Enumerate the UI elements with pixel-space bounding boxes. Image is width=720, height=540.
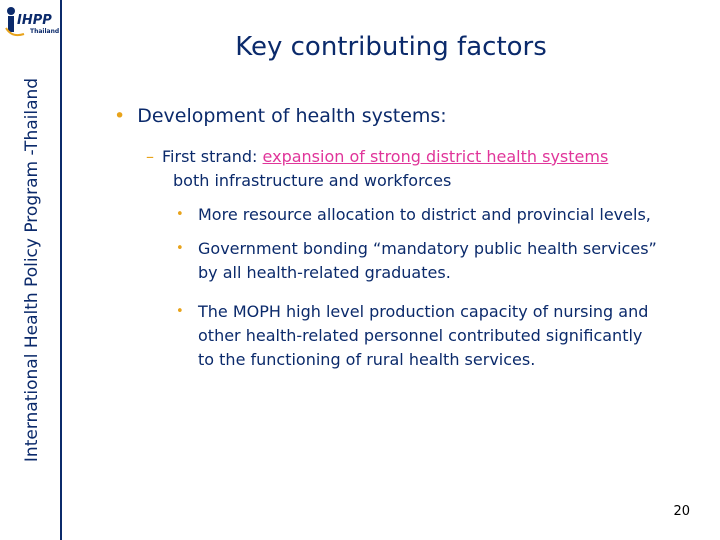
dash-icon: –	[146, 147, 154, 166]
sub-bullet-line: The MOPH high level production capacity of nursing and	[198, 302, 649, 321]
main-bullet	[114, 105, 447, 127]
logo-text: IHPP	[17, 13, 52, 28]
sub-bullet-dot-icon: •	[176, 304, 184, 319]
main-bullet-text: Development of health systems:	[137, 105, 447, 127]
sub-bullet-line: to the functioning of rural health services.	[198, 350, 536, 369]
strand-continuation: both infrastructure and workforces	[173, 171, 452, 190]
page-number: 20	[673, 504, 690, 519]
sub-bullet-line: Government bonding “mandatory public health services”	[198, 239, 657, 258]
strand-prefix: First strand:	[162, 147, 263, 166]
sub-bullet-line: other health-related personnel contributed significantly	[198, 326, 643, 345]
slide-title: Key contributing factors	[235, 32, 547, 62]
sub-bullet-1	[176, 203, 696, 227]
sub-bullet-3	[176, 300, 696, 372]
sidebar-vertical-title: International Health Policy Program -Thailand	[22, 77, 42, 463]
sidebar	[0, 0, 60, 540]
sidebar-divider	[60, 0, 62, 540]
logo-subtext: Thailand	[30, 28, 60, 35]
strand-highlight-link[interactable]: expansion of strong district health systems	[262, 147, 609, 166]
sub-bullet-dot-icon: •	[176, 241, 184, 256]
sub-bullet-line: More resource allocation to district and provincial levels,	[198, 205, 651, 224]
sub-bullet-dot-icon: •	[176, 207, 184, 222]
sub-bullet-2	[176, 237, 696, 285]
ihpp-logo	[2, 2, 60, 40]
strand-item	[146, 145, 686, 193]
sub-bullet-line: by all health-related graduates.	[198, 263, 451, 282]
bullet-dot-icon: •	[114, 105, 126, 127]
